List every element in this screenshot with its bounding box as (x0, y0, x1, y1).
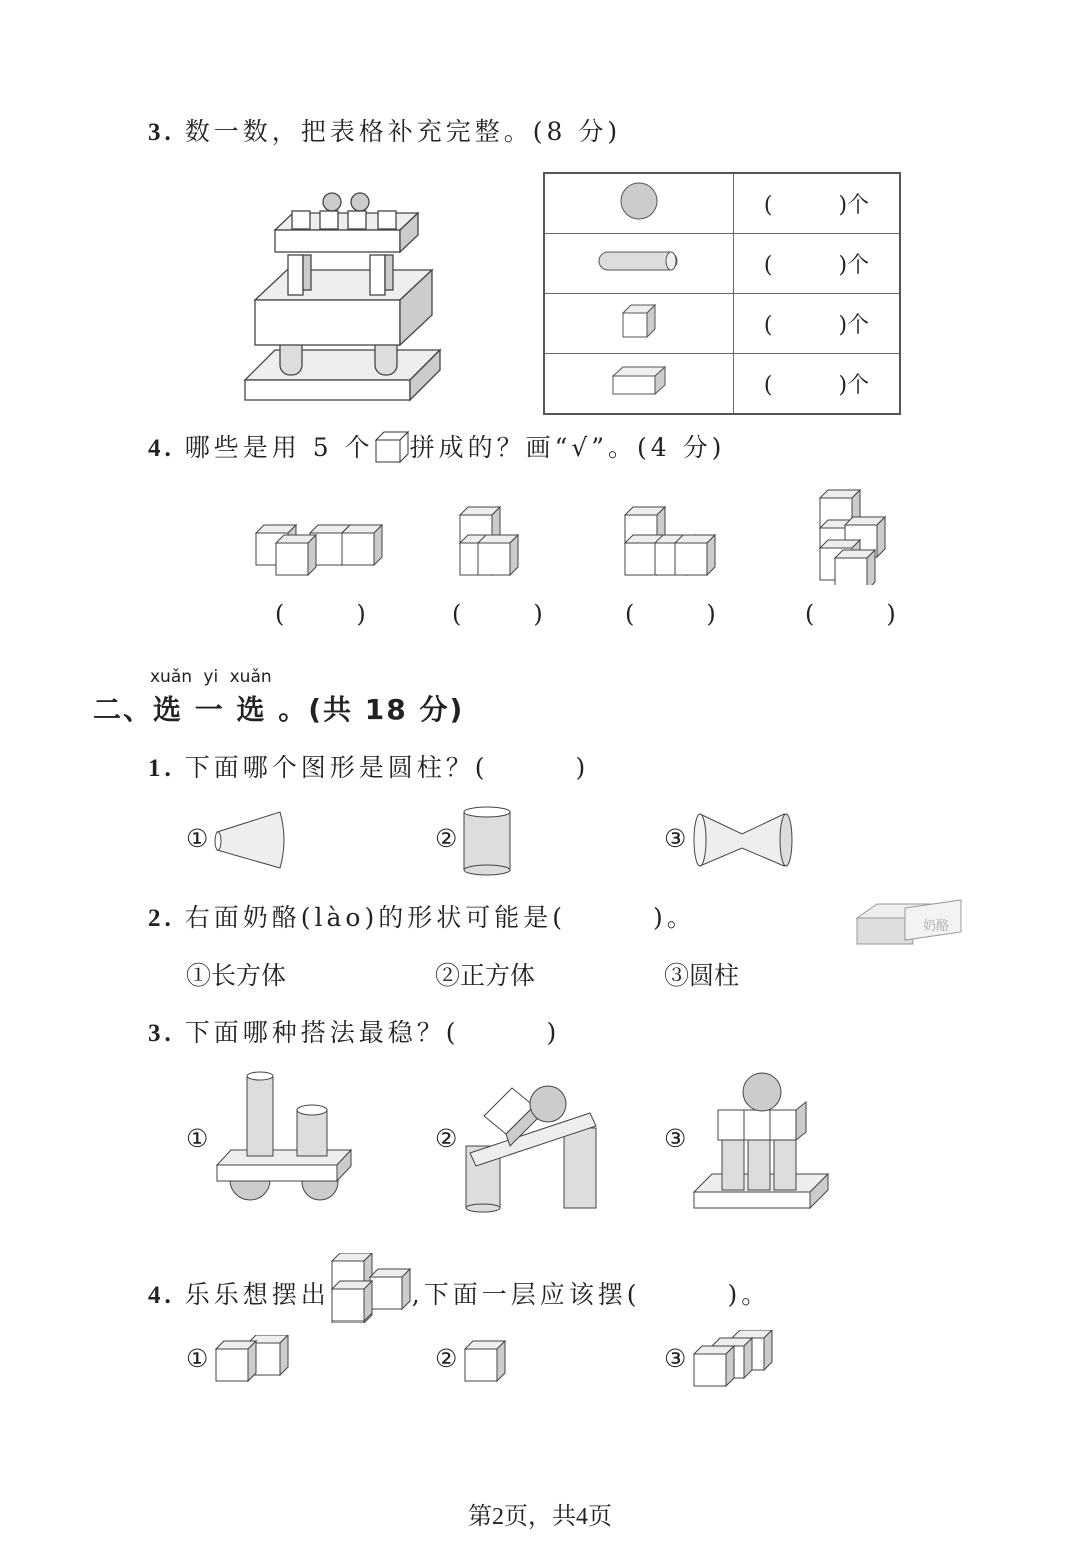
target-cube-figure (330, 1253, 412, 1323)
option-label[interactable]: ② (435, 1124, 458, 1153)
cylinder-figure (460, 806, 516, 876)
option-label[interactable]: ① (186, 1344, 209, 1373)
option-label[interactable]: ① (186, 824, 209, 853)
cylinder-icon (544, 234, 734, 294)
stack-figure-1 (215, 1070, 355, 1210)
p2-question-1: 1. 下面哪个图形是圆柱？( ) (148, 753, 590, 782)
frustum-figure (212, 810, 287, 872)
option-label[interactable]: ② (435, 824, 458, 853)
table-row (544, 234, 900, 294)
cube-arrangements (250, 485, 890, 585)
table-row (544, 173, 900, 234)
answer-blank[interactable]: ( ) (275, 600, 366, 628)
cube-icon (374, 430, 410, 464)
question-3: 3. 数一数，把表格补充完整。(8 分) (148, 117, 622, 146)
section-heading: 二、选 一 选 。(共 18 分) (93, 693, 465, 726)
answer-cell[interactable]: ( )个 (734, 173, 901, 234)
p2-question-3: 3. 下面哪种搭法最稳？( ) (148, 1018, 561, 1047)
p2-question-4: 4. 乐乐想摆出 ,下面一层应该摆( )。 (148, 1253, 770, 1323)
hourglass-figure (692, 812, 798, 870)
table-row (544, 294, 900, 354)
option-cube[interactable]: ②正方体 (435, 961, 536, 990)
count-table (543, 172, 901, 415)
option-cylinder[interactable]: ③圆柱 (664, 961, 740, 990)
question-4: 4. 哪些是用 5 个 拼成的？画“√”。(4 分) (148, 428, 725, 464)
table-row (544, 354, 900, 415)
option-label[interactable]: ③ (664, 1124, 687, 1153)
answer-blank[interactable]: ( ) (452, 600, 543, 628)
cheese-label: 奶酪 (923, 919, 950, 934)
option-cuboid[interactable]: ①长方体 (186, 961, 287, 990)
block-building-figure (240, 185, 450, 405)
layer-option-2 (463, 1335, 513, 1385)
p2-question-2: 2. 右面奶酪(lào)的形状可能是( )。 (148, 903, 696, 932)
sphere-icon (544, 173, 734, 234)
layer-option-1 (214, 1335, 290, 1385)
answer-blank[interactable]: ( ) (625, 600, 716, 628)
cuboid-icon (544, 354, 734, 415)
option-label[interactable]: ③ (664, 824, 687, 853)
cube-icon (544, 294, 734, 354)
option-label[interactable]: ② (435, 1344, 458, 1373)
answer-blank[interactable]: ( ) (805, 600, 896, 628)
stack-figure-3 (692, 1070, 832, 1212)
answer-cell[interactable]: ( )个 (734, 354, 901, 415)
cheese-box-image (853, 896, 965, 954)
pinyin: xuǎn yi xuǎn (150, 667, 272, 687)
answer-cell[interactable]: ( )个 (734, 294, 901, 354)
layer-option-3 (692, 1330, 778, 1388)
answer-cell[interactable]: ( )个 (734, 234, 901, 294)
stack-figure-2 (462, 1078, 602, 1213)
option-label[interactable]: ① (186, 1124, 209, 1153)
page-footer: 第2页，共4页 (468, 1504, 612, 1530)
option-label[interactable]: ③ (664, 1344, 687, 1373)
